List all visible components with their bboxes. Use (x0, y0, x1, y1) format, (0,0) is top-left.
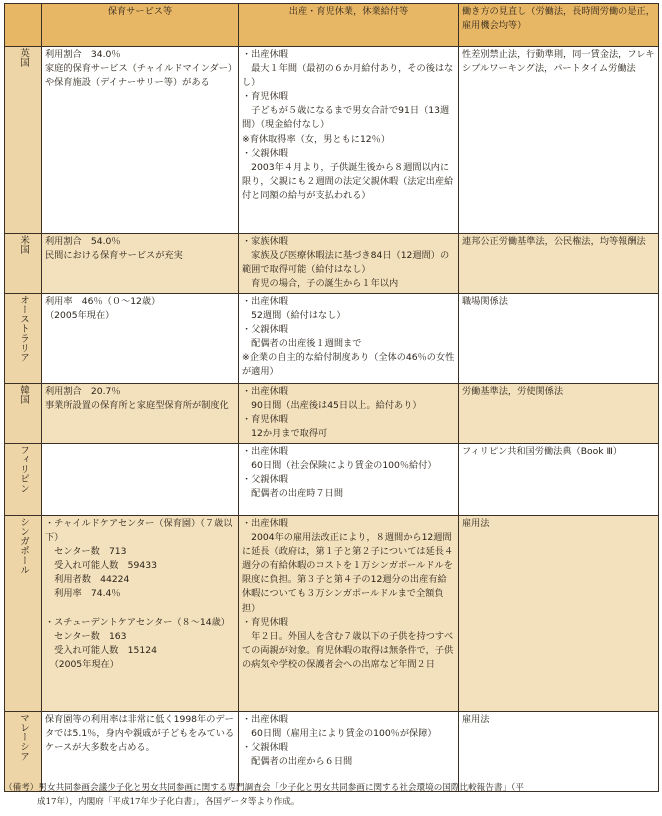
cell-line: フィリピン共和国労働法典（Book Ⅲ） (462, 446, 623, 457)
cell-line: 保育園等の利用率は非常に低く1998年のデータでは5.1％，身内や親戚が子どもをみているケースが大多数を占める。 (45, 714, 235, 754)
header-row (5, 4, 659, 47)
leave-cell (239, 516, 459, 712)
work-cell (459, 234, 659, 294)
work-cell (459, 47, 659, 234)
cell-line: センター数 163 (45, 630, 127, 642)
cell-line: ・出産休暇 (242, 49, 288, 60)
cell-line: 60日間（社会保険により賃金の100％給付） (242, 460, 437, 472)
country-label: 韓国 (18, 385, 29, 405)
cell-line: センター数 713 (45, 546, 127, 558)
table-row (5, 294, 659, 384)
cell-line: 2003年４月より，子供誕生後から８週間以内に限り，父親にも２週間の法定父親休暇（法定出産給付と同額の給与が支払われる） (242, 161, 454, 201)
cell-line: ※企業の自主的な給付制度あり（全体の46％の女性が適用） (242, 352, 455, 378)
cell-line: 最大１年間（最初の６か月給付あり，その後はなし） (242, 63, 454, 89)
cell-line: ・チャイルドケアセンター（保育園）（７歳以下） (45, 518, 233, 544)
country-cell (5, 384, 42, 444)
cell-line: 雇用法 (462, 714, 490, 725)
table-row (5, 384, 659, 444)
cell-line: 年２日。外国人を含む７歳以下の子供を持つすべての両親が対象。育児休暇の取得は無条件で，子供の病気や学校の保護者会への出席など年間２日 (242, 630, 454, 670)
leave-cell (239, 444, 459, 516)
country-label: フィリピン (18, 445, 29, 493)
cell-line: 利用率 46％（０～12歳） (45, 296, 161, 307)
cell-line: 60日間（雇用主により賃金の100％が保障） (242, 728, 437, 740)
leave-cell (239, 384, 459, 444)
cell-line: ・育児休暇 (242, 616, 288, 628)
cell-line: 家族及び医療休暇法に基づき84日（12週間）の範囲で取得可能（給付はなし） (242, 250, 450, 276)
cell-line: 配偶者の出産後１週間まで (242, 338, 362, 350)
country-cell (5, 47, 42, 234)
cell-line: ・父親休暇 (242, 474, 288, 486)
cell-line: ・家族休暇 (242, 236, 288, 247)
cell-line: （2005年現在） (45, 310, 115, 322)
childcare-cell (42, 384, 239, 444)
leave-cell (239, 294, 459, 384)
country-cell (5, 294, 42, 384)
country-label: マレーシア (18, 713, 29, 761)
country-cell (5, 234, 42, 294)
country-cell (5, 712, 42, 792)
header-childcare: 保育サービス等 (42, 4, 239, 47)
source-note-line-2: 成17年），内閣府「平成17年少子化白書」，各国データ等より作成。 (37, 797, 300, 807)
childcare-cell (42, 444, 239, 516)
table-row (5, 516, 659, 712)
cell-line: 家庭的保育サービス（チャイルドマインダー）や保育施設（デイナーサリー等）がある (45, 63, 233, 89)
table-row (5, 234, 659, 294)
cell-line: 子どもが５歳になるまで男女合計で91日（13週間）（現金給付なし） (242, 105, 450, 131)
table-row (5, 47, 659, 234)
work-cell (459, 384, 659, 444)
header-work: 働き方の見直し（労働法，長時間労働の是正，雇用機会均等） (459, 4, 659, 47)
cell-line: ・父親休暇 (242, 742, 288, 754)
cell-line: ・育児休暇 (242, 414, 288, 426)
header-leave: 出産・育児休業，休業給付等 (239, 4, 459, 47)
work-cell (459, 516, 659, 712)
source-note-line-1: （備考）男女共同参画会議少子化と男女共同参画に関する専門調査会「少子化と男女共同参画に関する社会環境の国際比較報告書」（平 (4, 783, 524, 793)
table-row (5, 444, 659, 516)
cell-line: 2004年の雇用法改正により，８週間から12週間に延長（政府は，第１子と第２子については延長４週分の有給休暇のコストを１万シンガポールドルを限度に負担。第３子と第４子の12週分の出産有給休暇についても３万シンガポールドルまで全額負担） (242, 532, 454, 614)
cell-line: 利用率 74.4％ (45, 588, 121, 600)
cell-line: 配偶者の出産時７日間 (242, 488, 344, 500)
cell-line: 民間における保育サービスが充実 (45, 250, 183, 262)
cell-line: 利用割合 20.7％ (45, 386, 121, 397)
cell-line: 利用者数 44224 (45, 574, 130, 586)
leave-cell (239, 47, 459, 234)
cell-line: ・出産休暇 (242, 446, 288, 457)
cell-line: （2005年現在） (45, 658, 119, 670)
cell-line: 利用割合 34.0％ (45, 49, 121, 60)
country-label: オーストラリア (18, 295, 29, 363)
table-row (5, 712, 659, 792)
cell-line: ・出産休暇 (242, 518, 288, 529)
childcare-cell (42, 712, 239, 792)
cell-line: 利用割合 54.0％ (45, 236, 121, 247)
cell-line: ※育休取得率（女，男ともに12％） (242, 133, 391, 145)
cell-line: ・出産休暇 (242, 296, 288, 307)
cell-line: 受入れ可能人数 59433 (45, 560, 157, 572)
header-corner (5, 4, 42, 47)
cell-line: 雇用法 (462, 518, 490, 529)
cell-line: ・スチューデントケアセンター（８～14歳） (45, 616, 230, 628)
comparison-table (4, 3, 659, 792)
cell-line: 事業所設置の保育所と家庭型保育所が制度化 (45, 400, 229, 412)
cell-line: ・出産休暇 (242, 714, 288, 725)
cell-line: ・出産休暇 (242, 386, 288, 397)
cell-line: ・父親休暇 (242, 324, 288, 336)
childcare-cell (42, 516, 239, 712)
childcare-cell (42, 47, 239, 234)
leave-cell (239, 712, 459, 792)
cell-line (45, 602, 235, 616)
country-label: シンガポール (18, 517, 29, 575)
cell-line: 育児の場合，子の誕生から１年以内 (242, 278, 399, 290)
cell-line: 12か月まで取得可 (242, 428, 328, 440)
work-cell (459, 444, 659, 516)
leave-cell (239, 234, 459, 294)
cell-line: 職場関係法 (462, 296, 508, 307)
cell-line: 受入れ可能人数 15124 (45, 644, 157, 656)
country-cell (5, 516, 42, 712)
country-cell (5, 444, 42, 516)
work-cell (459, 294, 659, 384)
cell-line: 配偶者の出産から６日間 (242, 756, 353, 768)
cell-line: ・育児休暇 (242, 91, 288, 103)
cell-line: 労働基準法，労使関係法 (462, 386, 564, 397)
cell-line: 性差別禁止法，行動準則，同一賃金法，フレキシブルワーキング法，パートタイム労働法 (462, 49, 655, 75)
country-label: 英国 (18, 48, 29, 68)
source-note (4, 781, 658, 809)
table-body (5, 47, 659, 792)
work-cell (459, 712, 659, 792)
childcare-cell (42, 294, 239, 384)
cell-line: 52週間（給付はなし） (242, 310, 346, 322)
cell-line: 90日間（出産後は45日以上。給付あり） (242, 400, 422, 412)
cell-line: ・父親休暇 (242, 147, 288, 159)
cell-line: 連邦公正労働基準法，公民権法，均等報酬法 (462, 236, 646, 247)
childcare-cell (42, 234, 239, 294)
country-label: 米国 (18, 235, 29, 255)
